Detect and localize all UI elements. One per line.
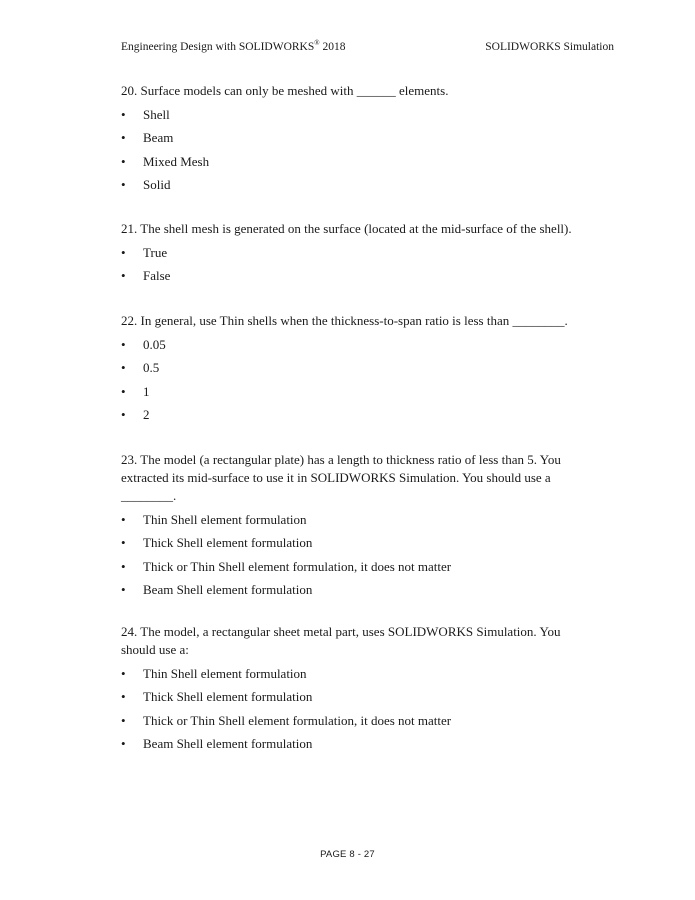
option-label: 1	[143, 383, 150, 399]
question-text-line: ________.	[121, 488, 177, 503]
options-list	[121, 665, 601, 759]
question-24	[121, 623, 601, 759]
options-list	[121, 244, 621, 291]
bullet-icon: •	[121, 107, 126, 122]
option-label: Thick Shell element formulation	[143, 689, 313, 705]
bullet-icon: •	[121, 383, 126, 399]
bullet-icon: •	[121, 268, 126, 284]
question-text-line: 23. The model (a rectangular plate) has a length to thickness ratio of less than 5. You	[121, 452, 561, 467]
question-22	[121, 312, 601, 430]
bullet-icon: •	[121, 407, 126, 423]
option-item	[121, 534, 601, 557]
question-20	[121, 82, 601, 200]
option-item	[121, 129, 601, 152]
option-label: Thin Shell element formulation	[143, 512, 307, 527]
registered-mark: ®	[314, 39, 320, 48]
option-item	[121, 336, 601, 359]
bullet-icon: •	[121, 736, 126, 752]
option-label: Thin Shell element formulation	[143, 666, 307, 681]
bullet-icon: •	[121, 245, 126, 260]
bullet-icon: •	[121, 582, 126, 598]
bullet-icon: •	[121, 535, 126, 551]
option-label: Beam Shell element formulation	[143, 736, 313, 752]
bullet-icon: •	[121, 712, 126, 728]
option-item	[121, 244, 621, 267]
question-text: 21. The shell mesh is generated on the surface (located at the mid-surface of the shell).	[121, 221, 572, 236]
page-number: PAGE 8 - 27	[320, 849, 375, 860]
option-item	[121, 106, 601, 129]
bullet-icon: •	[121, 666, 126, 681]
bullet-icon: •	[121, 177, 126, 193]
option-item	[121, 153, 601, 176]
option-label: Beam Shell element formulation	[143, 582, 313, 598]
option-label: Thick or Thin Shell element formulation, it does not matter	[143, 558, 452, 574]
running-header-book-title	[121, 40, 345, 54]
option-label: Beam	[143, 130, 174, 146]
option-item	[121, 267, 621, 290]
option-item	[121, 581, 601, 604]
options-list	[121, 511, 601, 605]
bullet-icon: •	[121, 153, 126, 169]
bullet-icon: •	[121, 130, 126, 146]
edition-year: 2018	[319, 41, 346, 53]
option-label: True	[143, 245, 168, 260]
option-label: Mixed Mesh	[143, 153, 210, 169]
question-text-line: should use a:	[121, 642, 189, 657]
bullet-icon: •	[121, 337, 126, 352]
bullet-icon: •	[121, 512, 126, 527]
option-item	[121, 176, 601, 199]
question-text: 22. In general, use Thin shells when the thickness-to-span ratio is less than ________.	[121, 313, 568, 328]
question-21	[121, 220, 621, 291]
question-23	[121, 451, 601, 605]
question-text: 20. Surface models can only be meshed with ______ elements.	[121, 83, 449, 98]
option-item	[121, 359, 601, 382]
option-label: 0.05	[143, 337, 166, 352]
option-label: Shell	[143, 107, 170, 122]
option-label: 2	[143, 407, 150, 423]
bullet-icon: •	[121, 689, 126, 705]
option-item	[121, 665, 601, 688]
question-text-line: 24. The model, a rectangular sheet metal part, uses SOLIDWORKS Simulation. You	[121, 624, 561, 639]
option-item	[121, 558, 601, 581]
option-item	[121, 511, 601, 534]
bullet-icon: •	[121, 558, 126, 574]
book-title: Engineering Design with SOLIDWORKS	[121, 41, 315, 53]
running-header-section: SOLIDWORKS Simulation	[485, 41, 614, 53]
option-item	[121, 735, 601, 758]
option-label: False	[143, 268, 171, 284]
option-item	[121, 383, 601, 406]
option-label: Thick Shell element formulation	[143, 535, 313, 551]
option-label: Thick or Thin Shell element formulation, it does not matter	[143, 712, 452, 728]
question-text-line: extracted its mid-surface to use it in SOLIDWORKS Simulation. You should use a	[121, 470, 551, 485]
options-list	[121, 336, 601, 430]
option-label: 0.5	[143, 360, 160, 376]
option-item	[121, 712, 601, 735]
option-item	[121, 406, 601, 429]
bullet-icon: •	[121, 360, 126, 376]
option-item	[121, 688, 601, 711]
option-label: Solid	[143, 177, 171, 193]
options-list	[121, 106, 601, 200]
